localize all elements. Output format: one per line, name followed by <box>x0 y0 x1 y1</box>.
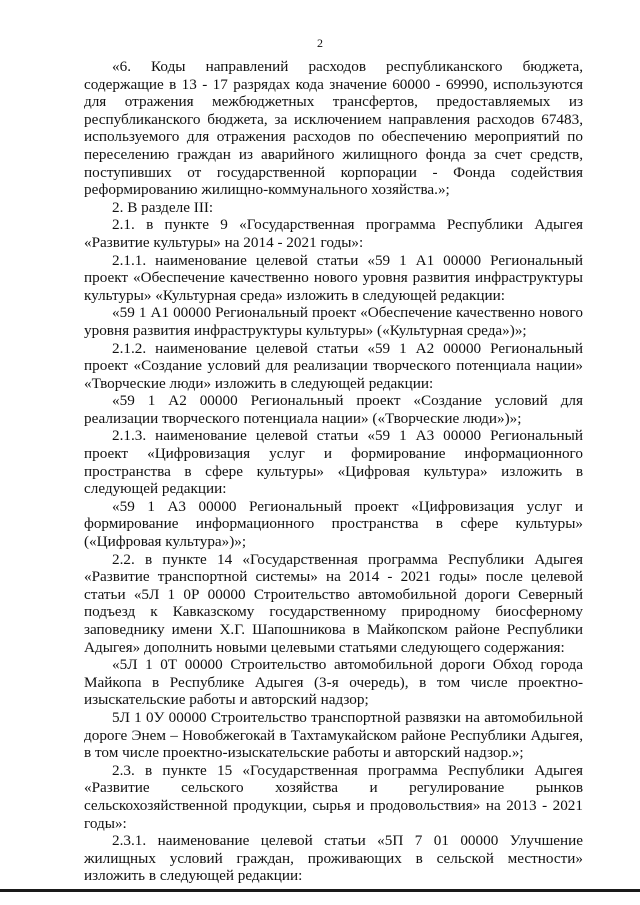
paragraph-5: «59 1 А1 00000 Региональный проект «Обеспечение качественно нового уровня развития инфраструктуры культуры» («Культурная среда»)»; <box>84 304 583 339</box>
paragraph-14: 2.3.1. наименование целевой статьи «5П 7 01 00000 Улучшение жилищных условий граждан, проживающих в сельской местности» изложить в следующей редакции: <box>84 832 583 885</box>
paragraph-2: 2. В разделе III: <box>112 198 214 216</box>
page-number: 2 <box>317 36 323 50</box>
paragraph-7: «59 1 А2 00000 Региональный проект «Создание условий для реализации творческого потенциала нации» («Творческие люди»)»; <box>84 392 583 427</box>
scan-edge-divider <box>0 889 640 892</box>
paragraph-6: 2.1.2. наименование целевой статьи «59 1 А2 00000 Региональный проект «Создание условий для реализации творческого потенциала нации» «Творческие люди» изложить в следующей редакции: <box>84 339 583 392</box>
paragraph-12: 5Л 1 0У 00000 Строительство транспортной развязки на автомобильной дороге Энем – Новобжегокай в Тахтамукайском районе Республики Адыгея, в том числе проектно-изыскательские работы и авторский надзор.»; <box>84 708 583 762</box>
paragraph-1: «6. Коды направлений расходов республиканского бюджета, содержащие в 13 - 17 разрядах кода значение 60000 - 69990, используются для отражения межбюджетных трансфертов, предоставляемых из республиканского бюджета, за исключением направления расходов 67483, используемого для отражения расходов по обеспечению мероприятий по переселению граждан из аварийного жилищного фонда за счет средств, поступивших от государственной корпорации - Фонда содействия реформированию жилищно-коммунального хозяйства.»; <box>84 58 583 199</box>
paragraph-4: 2.1.1. наименование целевой статьи «59 1 А1 00000 Региональный проект «Обеспечение качественно нового уровня развития инфраструктуры культуры» «Культурная среда» изложить в следующей редакции: <box>84 251 583 304</box>
paragraph-9: «59 1 А3 00000 Региональный проект «Цифровизация услуг и формирование информационного пространства в сфере культуры» («Цифровая культура»)»; <box>84 497 583 551</box>
paragraph-13: 2.3. в пункте 15 «Государственная программа Республики Адыгея «Развитие сельского хозяйства и регулирование рынков сельскохозяйственной продукции, сырья и продовольствия» на 2013 - 2021 годы»: <box>84 761 583 832</box>
paragraph-8: 2.1.3. наименование целевой статьи «59 1 А3 00000 Региональный проект «Цифровизация услуг и формирование информационного пространства в сфере культуры» «Цифровая культура» изложить в следующей редакции: <box>84 427 583 498</box>
document-body <box>84 58 583 885</box>
paragraph-10: 2.2. в пункте 14 «Государственная программа Республики Адыгея «Развитие транспортной системы» на 2014 - 2021 годы» после целевой статьи «5Л 1 0Р 00000 Строительство автомобильной дороги Северный подъезд к Кавказскому государственному природному биосферному заповеднику имени Х.Г. Шапошникова в Майкопском районе Республики Адыгея» дополнить новыми целевыми статьями следующего содержания: <box>84 550 583 656</box>
paragraph-11: «5Л 1 0Т 00000 Строительство автомобильной дороги Обход города Майкопа в Республике Адыгея (3-я очередь), в том числе проектно-изыскательские работы и авторский надзор; <box>84 656 583 709</box>
paragraph-3: 2.1. в пункте 9 «Государственная программа Республики Адыгея «Развитие культуры» на 2014 - 2021 годы»: <box>84 216 583 251</box>
